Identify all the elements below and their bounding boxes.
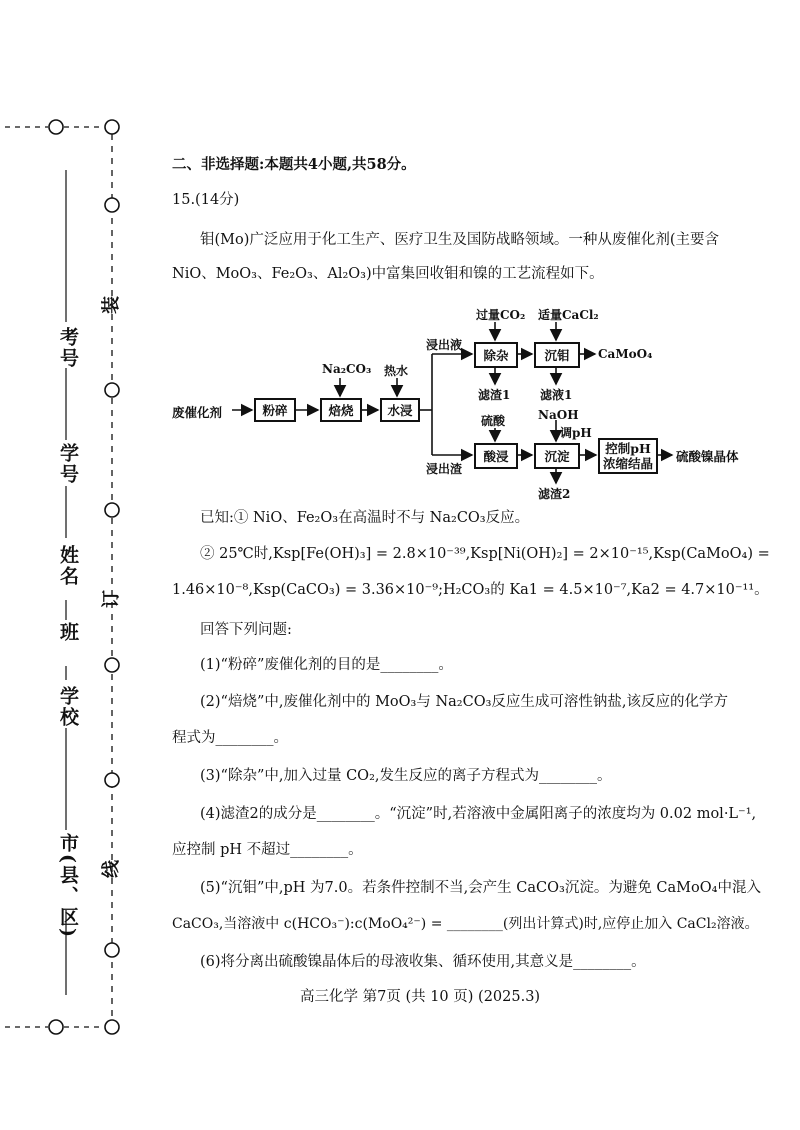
flow-residue-label: 浸出渣 <box>426 462 463 476</box>
product-nickel-sulfate: 硫酸镍晶体 <box>676 449 739 464</box>
seal-char-top: 装 <box>101 296 122 314</box>
reagent-sulfuric-acid: 硫酸 <box>481 414 506 428</box>
seal-char-bottom: 线 <box>101 860 122 878</box>
reagent-hot-water: 热水 <box>384 364 409 378</box>
question-2-line-1: (2)“焙烧”中,废催化剂中的 MoO₃与 Na₂CO₃反应生成可溶性钠盐,该反应的化学方 <box>200 694 729 710</box>
question-4-line-1: (4)滤渣2的成分是________。“沉淀”时,若溶液中金属阳离子的浓度均为 0.02 mol·L⁻¹, <box>200 806 757 822</box>
intro-line-1: 钼(Mo)广泛应用于化工生产、医疗卫生及国防战略领域。一种从废催化剂(主要含 <box>200 232 720 248</box>
flow-start-label: 废催化剂 <box>172 405 223 420</box>
answer-prompt: 回答下列问题: <box>200 622 292 638</box>
crystal-line-2: 浓缩结晶 <box>602 456 653 471</box>
filter-residue-2: 滤渣2 <box>538 487 571 501</box>
question-1: (1)“粉碎”废催化剂的目的是________。 <box>200 657 453 673</box>
flow-leachate-label: 浸出液 <box>426 338 463 352</box>
flow-step-precipitation: 沉淀 <box>534 443 580 469</box>
question-number: 15.(14分) <box>172 192 240 208</box>
seal-char-mid: 订 <box>101 590 122 608</box>
reagent-excess-co2: 过量CO₂ <box>476 308 526 322</box>
reagent-cacl2: 适量CaCl₂ <box>538 308 599 322</box>
question-3: (3)“除杂”中,加入过量 CO₂,发生反应的离子方程式为________。 <box>200 768 612 784</box>
adjust-ph-label: 调pH <box>560 426 592 440</box>
name-label: 姓名 <box>57 545 79 587</box>
page-footer: 高三化学 第7页 (共 10 页) (2025.3) <box>300 989 541 1005</box>
flow-step-crystallize <box>598 438 658 474</box>
known-condition-3: 1.46×10⁻⁸,Ksp(CaCO₃) = 3.36×10⁻⁹;H₂CO₃的 Ka1 = 4.5×10⁻⁷,Ka2 = 4.7×10⁻¹¹。 <box>172 582 769 598</box>
class-label: 班 <box>57 622 79 643</box>
flow-step-acid-leach: 酸浸 <box>474 443 518 469</box>
student-number-label: 学号 <box>57 443 79 485</box>
crystal-line-1: 控制pH <box>605 441 651 456</box>
flow-step-crush: 粉碎 <box>254 398 296 422</box>
product-camoo4: CaMoO₄ <box>598 347 653 361</box>
section-title: 二、非选择题:本题共4小题,共58分。 <box>172 156 416 173</box>
flow-step-water-leach: 水浸 <box>380 398 420 422</box>
exam-number-label: 考号 <box>57 327 79 369</box>
known-condition-1: 已知:① NiO、Fe₂O₃在高温时不与 Na₂CO₃反应。 <box>200 510 530 526</box>
flow-step-mo-precipitation: 沉钼 <box>534 342 580 368</box>
question-5-line-1: (5)“沉钼”中,pH 为7.0。若条件控制不当,会产生 CaCO₃沉淀。为避免 CaMoO₄中混入 <box>200 880 761 896</box>
district-label: 市(县、区) <box>57 833 79 939</box>
question-6: (6)将分离出硫酸镍晶体后的母液收集、循环使用,其意义是________。 <box>200 954 646 970</box>
reagent-na2co3: Na₂CO₃ <box>322 362 372 376</box>
filtrate-1: 滤液1 <box>540 388 573 402</box>
known-condition-2: ② 25℃时,Ksp[Fe(OH)₃] = 2.8×10⁻³⁹,Ksp[Ni(OH)₂] = 2×10⁻¹⁵,Ksp(CaMoO₄) = <box>200 546 770 562</box>
question-2-line-2: 程式为________。 <box>172 730 288 746</box>
flow-step-roast: 焙烧 <box>320 398 362 422</box>
question-5-line-2: CaCO₃,当溶液中 c(HCO₃⁻):c(MoO₄²⁻) = ________(列出计算式)时,应停止加入 CaCl₂溶液。 <box>172 916 759 932</box>
reagent-naoh: NaOH <box>538 408 579 422</box>
school-label: 学校 <box>57 686 79 728</box>
flow-step-purify: 除杂 <box>474 342 518 368</box>
filter-residue-1: 滤渣1 <box>478 388 511 402</box>
question-4-line-2: 应控制 pH 不超过________。 <box>172 842 363 858</box>
intro-line-2: NiO、MoO₃、Fe₂O₃、Al₂O₃)中富集回收钼和镍的工艺流程如下。 <box>172 266 604 282</box>
